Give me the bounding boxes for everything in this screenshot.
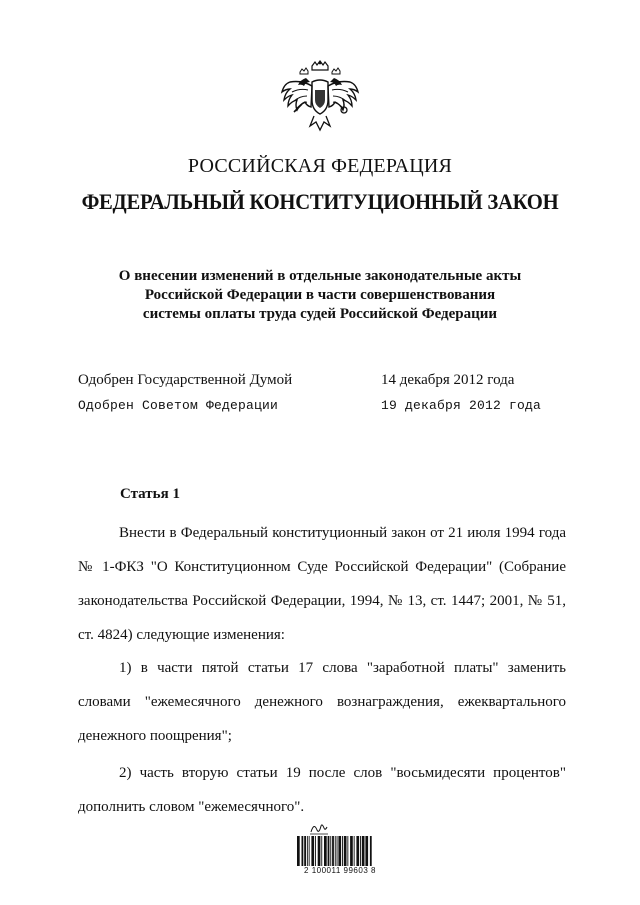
barcode-bar <box>350 836 353 866</box>
approval-date: 14 декабря 2012 года <box>381 372 515 388</box>
barcode-bar <box>362 836 365 866</box>
barcode-bar <box>335 836 336 866</box>
approval-body: Одобрен Государственной Думой <box>78 372 293 388</box>
barcode-bar <box>342 836 343 866</box>
barcode-bar <box>304 836 306 866</box>
coat-of-arms-icon <box>278 60 362 146</box>
barcode-icon <box>295 836 385 866</box>
barcode-bar <box>297 836 300 866</box>
barcode-bar <box>332 836 334 866</box>
barcode-bar <box>307 836 308 866</box>
barcode-bar <box>311 836 314 866</box>
barcode-bar <box>347 836 348 866</box>
barcode-bar <box>315 836 316 866</box>
approval-body: Одобрен Советом Федерации <box>78 398 279 413</box>
barcode-bar <box>365 836 368 866</box>
article-heading: Статья 1 <box>120 486 180 502</box>
barcode-bar <box>337 836 338 866</box>
approval-date: 19 декабря 2012 года <box>381 398 542 413</box>
barcode-bar <box>344 836 347 866</box>
handwritten-initials-icon <box>309 820 329 836</box>
law-title-line: О внесении изменений в отдельные законодательные акты <box>118 268 522 284</box>
barcode-bar <box>360 836 361 866</box>
approval-row-duma <box>78 372 578 398</box>
barcode-bar <box>354 836 355 866</box>
barcode-bar <box>356 836 359 866</box>
country-name: РОССИЙСКАЯ ФЕДЕРАЦИЯ <box>187 155 453 177</box>
barcode-number: 2 100011 99603 8 <box>304 866 376 875</box>
law-title-line: системы оплаты труда судей Российской Федерации <box>142 306 498 322</box>
barcode-bar <box>330 836 331 866</box>
registration-stamp <box>295 820 385 880</box>
article-item-2: 2) часть вторую статьи 19 после слов "восьмидесяти процентов" дополнить словом "ежемесячного". <box>78 765 566 815</box>
barcode-bar <box>321 836 322 866</box>
approval-row-council <box>78 398 578 424</box>
law-title-line: Российской Федерации в части совершенствования <box>144 287 496 303</box>
law-title <box>60 267 580 324</box>
document-type: ФЕДЕРАЛЬНЫЙ КОНСТИТУЦИОННЫЙ ЗАКОН <box>81 189 559 214</box>
article-item-1: 1) в части пятой статьи 17 слова "заработной платы" заменить словами "ежемесячного денежного вознаграждения, ежеквартального денежного поощрения"; <box>78 660 566 744</box>
barcode-bar <box>338 836 341 866</box>
barcode-bar <box>328 836 330 866</box>
barcode-bar <box>370 836 372 866</box>
article-paragraph: Внести в Федеральный конституционный закон от 21 июля 1994 года № 1-ФКЗ "О Конституционном Суде Российской Федерации" (Собрание законодательства Российской Федерации, 1994, № 13, ст. 1447; 2001, № 51, ст. 4824) следующие изменения: <box>78 525 566 643</box>
approval-block <box>78 372 578 424</box>
barcode-bar <box>309 836 310 866</box>
barcode-bar <box>324 836 327 866</box>
barcode-bar <box>302 836 304 866</box>
barcode-bar <box>318 836 321 866</box>
